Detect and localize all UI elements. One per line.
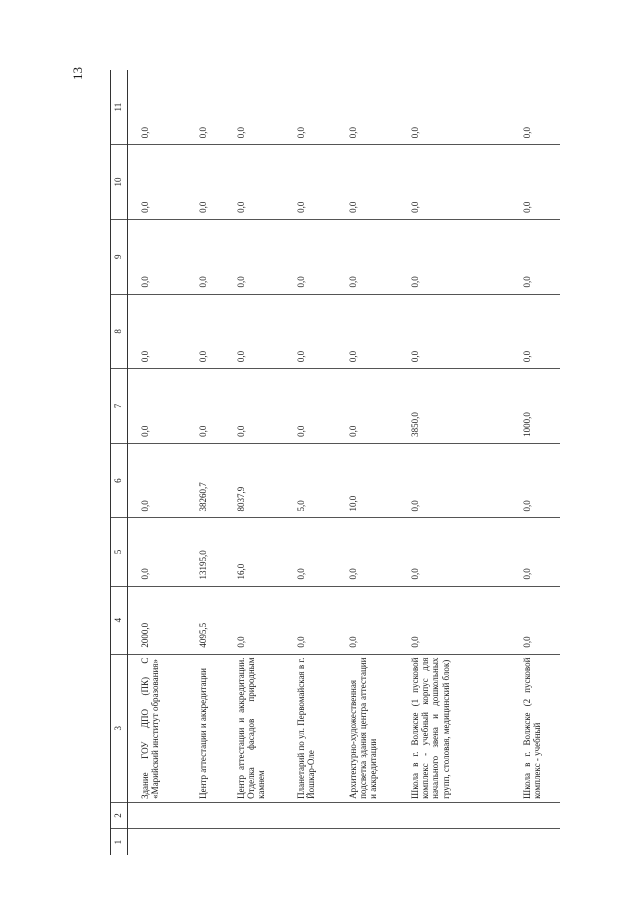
value-cell: 0,0 — [398, 443, 510, 518]
value-cell: 0,0 — [510, 518, 560, 586]
value-cell: 0,0 — [336, 145, 398, 220]
table-row — [186, 70, 224, 855]
value-cell: 0,0 — [510, 145, 560, 220]
cell-col2 — [510, 802, 560, 828]
value-cell: 0,0 — [186, 294, 224, 369]
value-cell: 0,0 — [186, 70, 224, 145]
column-header: 6 — [111, 443, 128, 518]
value-cell: 0,0 — [284, 294, 336, 369]
value-cell: 5,0 — [284, 443, 336, 518]
table-row — [284, 70, 336, 855]
header-row — [111, 70, 128, 855]
column-header: 10 — [111, 145, 128, 220]
value-cell: 0,0 — [128, 369, 186, 444]
table-row — [336, 70, 398, 855]
value-cell: 8037,9 — [224, 443, 284, 518]
value-cell: 0,0 — [186, 369, 224, 444]
value-cell: 0,0 — [224, 145, 284, 220]
value-cell: 0,0 — [510, 219, 560, 294]
cell-col2 — [398, 802, 510, 828]
budget-table — [110, 70, 560, 855]
value-cell: 10,0 — [336, 443, 398, 518]
value-cell: 0,0 — [128, 145, 186, 220]
object-name-cell: Школа в г. Волжске (2 пусковой комплекс - учебный — [510, 654, 560, 802]
value-cell: 0,0 — [336, 219, 398, 294]
value-cell: 0,0 — [186, 145, 224, 220]
object-name-cell: Здание ГОУ ДПО (ПК) С «Марийский институт образования» — [128, 654, 186, 802]
cell-col2 — [284, 802, 336, 828]
cell-col1 — [186, 829, 224, 855]
value-cell: 0,0 — [284, 586, 336, 654]
value-cell: 0,0 — [510, 70, 560, 145]
object-name-cell: Планетарий по ул. Первомайская в г. Йошкар-Оле — [284, 654, 336, 802]
cell-col2 — [186, 802, 224, 828]
value-cell: 0,0 — [510, 294, 560, 369]
value-cell: 0,0 — [398, 294, 510, 369]
value-cell: 0,0 — [510, 586, 560, 654]
object-name-cell: Центр аттестации и аккредитации — [186, 654, 224, 802]
cell-col1 — [128, 829, 186, 855]
value-cell: 13195,0 — [186, 518, 224, 586]
value-cell: 0,0 — [284, 219, 336, 294]
cell-col1 — [224, 829, 284, 855]
value-cell: 0,0 — [224, 369, 284, 444]
value-cell: 1000,0 — [510, 369, 560, 444]
table-row — [510, 70, 560, 855]
cell-col1 — [336, 829, 398, 855]
value-cell: 0,0 — [284, 518, 336, 586]
column-header: 5 — [111, 518, 128, 586]
object-name-cell: Архитектурно-художественная подсветка здания центра аттестации и аккредитации — [336, 654, 398, 802]
cell-col2 — [224, 802, 284, 828]
value-cell: 0,0 — [336, 586, 398, 654]
value-cell: 0,0 — [128, 219, 186, 294]
value-cell: 0,0 — [128, 443, 186, 518]
column-header: 7 — [111, 369, 128, 444]
table-row — [128, 70, 186, 855]
value-cell: 0,0 — [336, 518, 398, 586]
column-header: 8 — [111, 294, 128, 369]
value-cell: 0,0 — [224, 219, 284, 294]
value-cell: 0,0 — [398, 70, 510, 145]
value-cell: 0,0 — [398, 586, 510, 654]
value-cell: 0,0 — [284, 70, 336, 145]
object-name-cell: Школа в г. Волжске (1 пусковой комплекс - учебный корпус для начального звена и дошкольных групп, столовая, медицинский блок) — [398, 654, 510, 802]
value-cell: 2000,0 — [128, 586, 186, 654]
value-cell: 0,0 — [128, 518, 186, 586]
document-table-sheet — [110, 70, 542, 855]
value-cell: 0,0 — [224, 586, 284, 654]
value-cell: 0,0 — [224, 70, 284, 145]
value-cell: 0,0 — [284, 369, 336, 444]
column-header: 11 — [111, 70, 128, 145]
column-header: 2 — [111, 802, 128, 828]
value-cell: 0,0 — [186, 219, 224, 294]
object-name-cell: Центр аттестации и аккредитации. Отделка фасадов природным камнем — [224, 654, 284, 802]
cell-col1 — [510, 829, 560, 855]
cell-col2 — [336, 802, 398, 828]
cell-col1 — [284, 829, 336, 855]
value-cell: 38260,7 — [186, 443, 224, 518]
column-header: 3 — [111, 654, 128, 802]
column-header: 1 — [111, 829, 128, 855]
cell-col1 — [398, 829, 510, 855]
value-cell: 16,0 — [224, 518, 284, 586]
cell-col2 — [128, 802, 186, 828]
column-header: 9 — [111, 219, 128, 294]
value-cell: 0,0 — [336, 294, 398, 369]
value-cell: 4095,5 — [186, 586, 224, 654]
value-cell: 0,0 — [510, 443, 560, 518]
value-cell: 0,0 — [336, 70, 398, 145]
value-cell: 0,0 — [128, 70, 186, 145]
value-cell: 0,0 — [128, 294, 186, 369]
page-number: 13 — [70, 67, 85, 80]
value-cell: 0,0 — [398, 145, 510, 220]
value-cell: 3850,0 — [398, 369, 510, 444]
column-header: 4 — [111, 586, 128, 654]
value-cell: 0,0 — [336, 369, 398, 444]
table-row — [224, 70, 284, 855]
value-cell: 0,0 — [398, 518, 510, 586]
value-cell: 0,0 — [398, 219, 510, 294]
value-cell: 0,0 — [284, 145, 336, 220]
value-cell: 0,0 — [224, 294, 284, 369]
table-row — [398, 70, 510, 855]
